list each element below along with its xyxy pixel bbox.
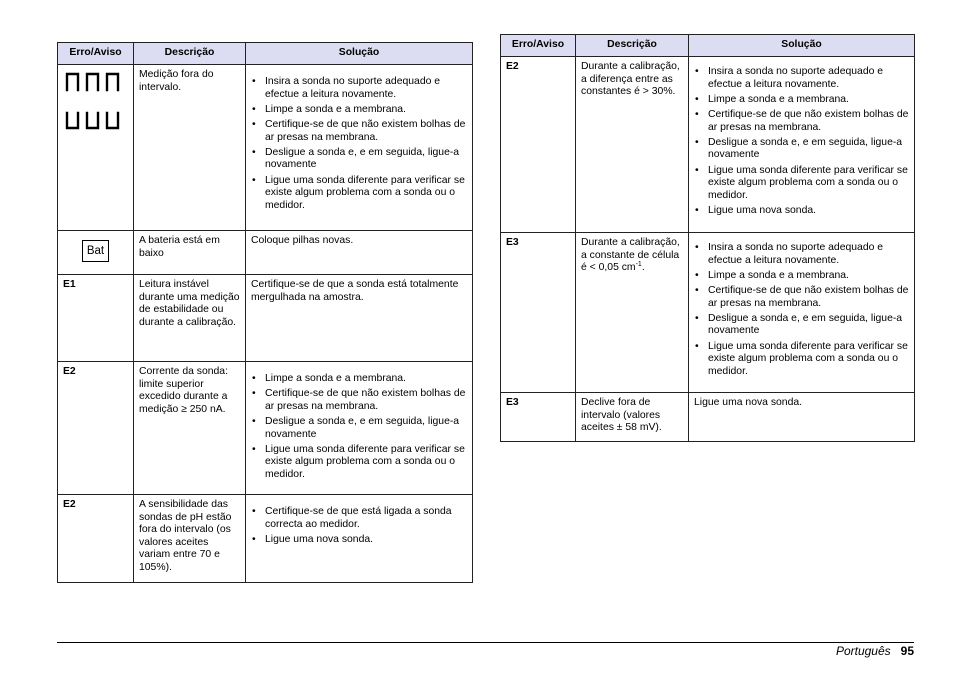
header-code: Erro/Aviso <box>501 35 576 57</box>
page-footer <box>836 644 914 658</box>
table-row <box>501 57 915 233</box>
solution-cell <box>246 65 473 231</box>
solution-item: • Ligue uma nova sonda. <box>251 534 467 547</box>
table-header-row <box>58 43 473 65</box>
header-description: Descrição <box>134 43 246 65</box>
table-row <box>58 231 473 275</box>
solution-cell <box>246 362 473 495</box>
solution-item: • Limpe a sonda e a membrana. <box>251 373 467 386</box>
solution-cell <box>246 495 473 583</box>
solution-item: • Ligue uma sonda diferente para verificar se existe algum problema com a sonda ou o medidor. <box>251 444 467 482</box>
solution-cell: Coloque pilhas novas. <box>246 231 473 275</box>
solution-item: • Ligue uma nova sonda. <box>694 205 909 218</box>
page-number: 95 <box>900 644 914 658</box>
solution-item: • Ligue uma sonda diferente para verificar se existe algum problema com a sonda ou o medidor. <box>694 341 909 379</box>
solution-item: • Limpe a sonda e a membrana. <box>251 104 467 117</box>
error-code: E2 <box>58 362 134 495</box>
footer-divider <box>57 642 914 643</box>
table-row <box>58 362 473 495</box>
solution-item: • Ligue uma sonda diferente para verificar se existe algum problema com a sonda ou o medidor. <box>251 175 467 213</box>
solution-item: • Insira a sonda no suporte adequado e efectue a leitura novamente. <box>251 76 467 101</box>
error-table-left <box>57 42 473 583</box>
solution-item: • Ligue uma sonda diferente para verificar se existe algum problema com a sonda ou o medidor. <box>694 165 909 203</box>
solution-item: • Certifique-se de que não existem bolhas de ar presas na membrana. <box>694 285 909 310</box>
error-code: E3 <box>501 233 576 393</box>
table-row <box>501 233 915 393</box>
description-cell: Durante a calibração, a diferença entre as constantes é > 30%. <box>576 57 689 233</box>
header-solution: Solução <box>246 43 473 65</box>
table-row <box>58 275 473 362</box>
header-code: Erro/Aviso <box>58 43 134 65</box>
error-code: E2 <box>58 495 134 583</box>
solution-cell: Certifique-se de que a sonda está totalmente mergulhada na amostra. <box>246 275 473 362</box>
battery-code-cell <box>58 231 134 275</box>
range-display-icons <box>58 65 134 231</box>
solution-item: • Limpe a sonda e a membrana. <box>694 270 909 283</box>
solution-cell <box>689 233 915 393</box>
solution-cell <box>689 57 915 233</box>
solution-list <box>251 506 467 546</box>
solution-cell: Ligue uma nova sonda. <box>689 393 915 442</box>
description-cell: Medição fora do intervalo. <box>134 65 246 231</box>
solution-item: • Desligue a sonda e, e em seguida, ligue-a novamente <box>251 416 467 441</box>
footer-language: Português <box>835 644 891 658</box>
description-cell: Corrente da sonda: limite superior excedido durante a medição ≥ 250 nA. <box>134 362 246 495</box>
description-cell: Declive fora de intervalo (valores aceites ± 58 mV). <box>576 393 689 442</box>
description-cell: A bateria está em baixo <box>134 231 246 275</box>
battery-icon: Bat <box>82 240 109 262</box>
solution-item: • Certifique-se de que não existem bolhas de ar presas na membrana. <box>251 119 467 144</box>
header-solution: Solução <box>689 35 915 57</box>
table-row <box>58 65 473 231</box>
solution-item: • Certifique-se de que não existem bolhas de ar presas na membrana. <box>251 388 467 413</box>
table-header-row <box>501 35 915 57</box>
solution-item: • Insira a sonda no suporte adequado e efectue a leitura novamente. <box>694 242 909 267</box>
table-row <box>58 495 473 583</box>
solution-item: • Certifique-se de que está ligada a sonda correcta ao medidor. <box>251 506 467 531</box>
solution-list <box>694 242 909 378</box>
solution-list <box>694 66 909 218</box>
error-table-right <box>500 34 915 442</box>
solution-list <box>251 373 467 482</box>
header-description: Descrição <box>576 35 689 57</box>
error-code: E3 <box>501 393 576 442</box>
description-cell: Durante a calibração, a constante de célula é < 0,05 $cm^{-1}$. <box>576 233 689 393</box>
description-cell: Leitura instável durante uma medição de estabilidade ou durante a calibração. <box>134 275 246 362</box>
overrange-display-icon <box>63 69 125 93</box>
table-row <box>501 393 915 442</box>
description-cell: A sensibilidade das sondas de pH estão fora do intervalo (os valores aceites variam entre 70 e 105%). <box>134 495 246 583</box>
underrange-display-icon <box>63 109 125 133</box>
solution-item: • Desligue a sonda e, e em seguida, ligue-a novamente <box>251 147 467 172</box>
solution-item: • Certifique-se de que não existem bolhas de ar presas na membrana. <box>694 109 909 134</box>
solution-item: • Desligue a sonda e, e em seguida, ligue-a novamente <box>694 137 909 162</box>
error-code: E1 <box>58 275 134 362</box>
solution-item: • Limpe a sonda e a membrana. <box>694 94 909 107</box>
error-code: E2 <box>501 57 576 233</box>
solution-item: • Desligue a sonda e, e em seguida, ligue-a novamente <box>694 313 909 338</box>
solution-list <box>251 76 467 212</box>
solution-item: • Insira a sonda no suporte adequado e efectue a leitura novamente. <box>694 66 909 91</box>
